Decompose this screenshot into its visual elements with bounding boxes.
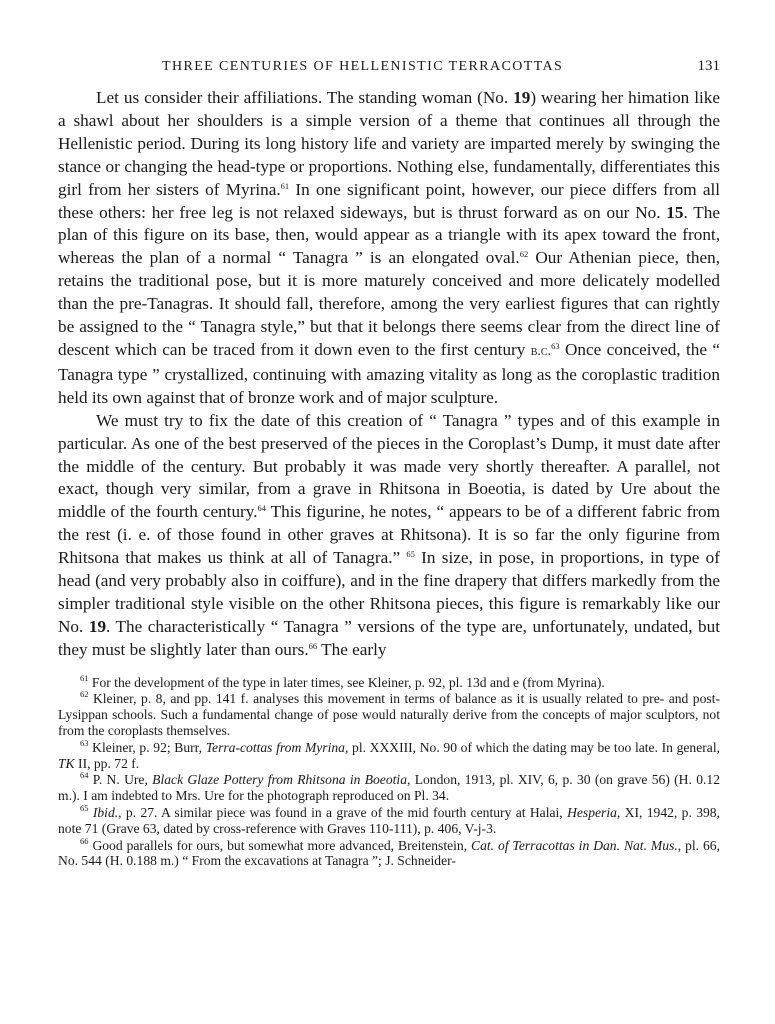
footnote-66	[58, 835, 720, 870]
citation-title: Hesperia	[567, 805, 617, 821]
paragraph-1	[58, 87, 720, 410]
page-number: 131	[697, 58, 720, 74]
citation-title: Ibid.	[92, 805, 119, 821]
citation-title: Cat. of Terracottas in Dan. Nat. Mus.	[471, 837, 678, 853]
text-run: In size, in pose, in proportions, in type of head (and very probably also in coiffure), and in the fine drapery that differs markedly from the simpler traditional style visible on the other Rhitsona pieces, this figure is remarkably like our No.	[58, 548, 720, 636]
text-run: We must try to fix the date of this creation of “ Tanagra ” types and of this example in particular. As one of the best preserved of the pieces in the Coroplast’s Dump, it must date after the middle of the century. But probably it was made very shortly thereafter. A parallel, not exact, though very similar, from a grave in Rhitsona in Boeotia, is dated by Ure about the middle of the fourth century.	[58, 410, 720, 522]
footnote-text: For the development of the type in later times, see Kleiner, p. 92, pl. 13d and e (from Myrina).	[88, 674, 605, 690]
citation-title: Terra-cottas from Myrina	[205, 739, 345, 755]
catalogue-number: 19	[88, 616, 107, 636]
running-title: THREE CENTURIES OF HELLENISTIC TERRACOTTAS	[162, 59, 564, 74]
footnote-ref-64[interactable]: 64	[257, 503, 267, 514]
footnote-text: Kleiner, p. 92; Burr,	[88, 739, 206, 755]
footnote-text: , London, 1913, pl. XIV, 6, p. 30 (on grave 56) (H. 0.12 m.). I am indebted to Mrs. Ure for the photograph reproduced on Pl. 34.	[58, 772, 720, 804]
footnote-text: P. N. Ure,	[88, 772, 153, 788]
footnote-text: , p. 27. A similar piece was found in a grave of the mid fourth century at Halai,	[118, 805, 568, 821]
era-abbreviation: b.c.	[530, 343, 552, 359]
text-run: . The plan of this figure on its base, then, would appear as a triangle with its apex toward the front, whereas the plan of a normal “ Tanagra ” is an elongated oval.	[58, 202, 720, 268]
footnote-ref-61[interactable]: 61	[280, 180, 290, 191]
footnote-65	[58, 805, 720, 837]
footnote-ref-66[interactable]: 66	[308, 640, 318, 651]
footnote-text: Good parallels for ours, but somewhat more advanced, Breitenstein,	[88, 837, 472, 853]
footnote-marker: 63	[80, 737, 89, 748]
footnote-marker: 62	[80, 689, 89, 700]
catalogue-number: 19	[513, 88, 531, 107]
text-run: In one significant point, however, our piece differs from all these others: her free leg is not relaxed sideways, but is thrust forward as on our No.	[58, 179, 720, 222]
footnote-61	[58, 672, 720, 691]
footnote-ref-62[interactable]: 62	[519, 249, 529, 260]
text-run: This figurine, he notes, “ appears to be of a different fabric from the rest (i. e. of those found in other graves at Rhitsona). It is so far the only figurine from Rhitsona that makes us think at all of Tanagra.”	[58, 502, 720, 568]
text-run: Let us consider their affiliations. The standing woman (No.	[96, 88, 514, 107]
footnote-marker: 64	[80, 770, 89, 781]
footnote-marker: 66	[80, 835, 89, 846]
catalogue-number: 15	[666, 202, 684, 222]
text-run: The early	[317, 639, 387, 659]
paragraph-2	[58, 410, 720, 662]
document-page	[58, 58, 720, 870]
footnote-63	[58, 737, 721, 772]
footnote-62	[58, 691, 720, 738]
footnote-marker: 65	[80, 803, 89, 814]
citation-title: TK	[58, 755, 75, 771]
footnotes	[58, 672, 721, 870]
footnote-text: Kleiner, p. 8, and pp. 141 f. analyses this movement in terms of balance as it is usually related to pre- and post-Lysippan schools. Such a fundamental change of pose would naturally derive from the concepts of major sculptors, not from the coroplasts themselves.	[58, 691, 720, 739]
body-text	[58, 87, 720, 662]
footnote-ref-63[interactable]: 63	[551, 340, 560, 351]
footnote-text: , pl. 66, No. 544 (H. 0.188 m.) “ From the excavations at Tanagra ”; J. Schneider-	[58, 837, 720, 869]
running-header	[58, 58, 720, 75]
text-run: . The characteristically “ Tanagra ” versions of the type are, unfortunately, undated, but they must be slightly later than ours.	[58, 616, 720, 659]
footnote-text: II, pp. 72 f.	[74, 755, 140, 771]
text-run: Once conceived, the “ Tanagra type ” crystallized, continuing with amazing vitality as long as the coroplastic tradition held its own against that of bronze work and of major sculpture.	[58, 339, 720, 407]
footnote-text: , pl. XXXIII, No. 90 of which the dating may be too late. In general,	[344, 739, 721, 755]
text-run: Our Athenian piece, then, retains the traditional pose, but it is more maturely conceived and more delicately modelled than the pre-Tanagras. It should fall, therefore, among the very earliest figures that can rightly be assigned to the “ Tanagra style,” but that it belongs there seems clear from the direct line of descent which can be traced from it down even to the first century	[58, 248, 720, 359]
footnote-text: , XI, 1942, p. 398, note 71 (Grave 63, dated by cross-reference with Graves 110-111), p. 406, V-j-3.	[58, 805, 720, 836]
footnote-64	[58, 772, 720, 804]
text-run: ) wearing her himation like a shawl about her shoulders is a simple version of a theme that continues all through the Hellenistic period. During its long history life and variety are imparted merely by swinging the stance or changing the head-type or proportions. Nothing else, fundamentally, differentiates this girl from her sisters of Myrina.	[58, 88, 720, 199]
footnote-ref-65[interactable]: 65	[406, 549, 415, 560]
footnote-marker: 61	[80, 672, 89, 683]
citation-title: Black Glaze Pottery from Rhitsona in Boeotia	[152, 772, 407, 788]
